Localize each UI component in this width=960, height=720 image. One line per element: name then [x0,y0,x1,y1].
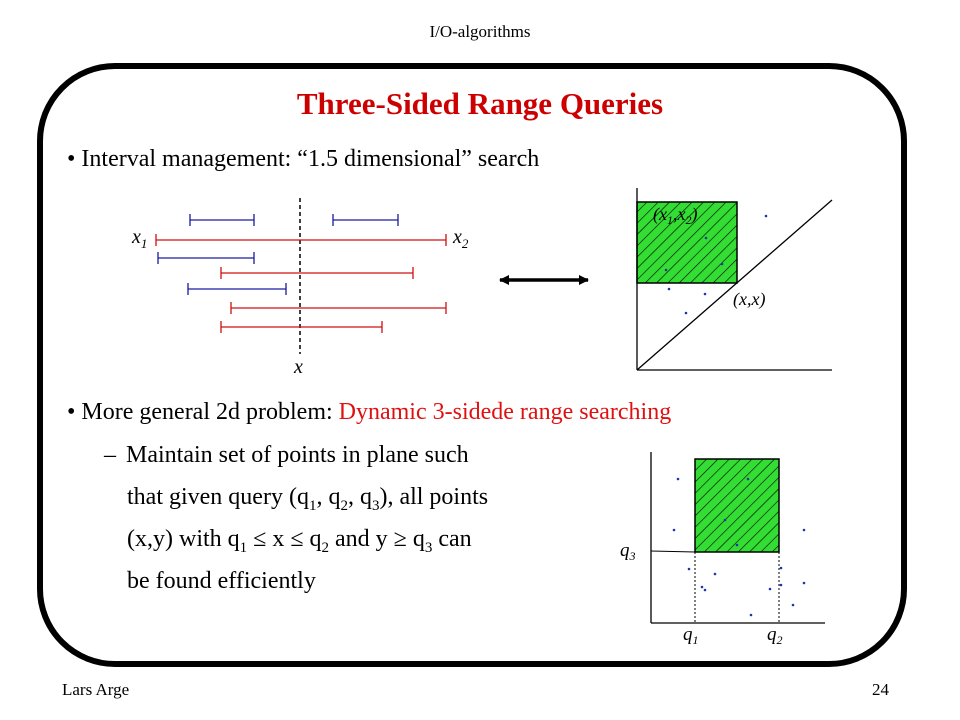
mapping-figure [637,188,832,370]
course-header: I/O-algorithms [429,22,531,41]
bullet-general-2d-prefix: • More general 2d problem: [67,399,339,425]
interval-red-2 [221,267,413,279]
interval-blue-3 [158,252,254,264]
sub-line-3-a: (x,y) with q [127,526,240,552]
blue-intervals [158,214,398,295]
footer-author: Lars Arge [62,680,130,699]
sub-line-3-sub1: 1 [239,539,248,556]
label-x1: $x_1$ [132,226,148,251]
sub-line-3-c: and y ≥ q [329,526,425,552]
q3-line [651,551,695,552]
label-x2: $x_2$ [453,226,469,251]
interval-blue-2 [333,214,398,226]
sub-line-2-c: , q [347,484,372,510]
label-x: x [294,356,303,378]
sub-line-1-text: Maintain set of points in plane such [126,442,469,468]
sub-line-2-d: ), all points [379,484,489,510]
bullet-interval-management: • Interval management: “1.5 dimensional” search [67,146,540,172]
page-number: 24 [872,680,889,699]
sub-line-2-a: that given query (q [127,484,309,510]
three-sided-region [695,459,779,552]
interval-blue-4 [188,283,286,295]
sub-line-2-sub3: 3 [371,497,380,514]
sub-line-3-sub3: 3 [424,539,433,556]
red-intervals [156,234,446,333]
label-q3: $q_3$ [620,540,636,563]
label-q2: $q_2$ [767,624,783,647]
interval-blue-1 [190,214,254,226]
sub-line-2-sub2: 2 [340,497,348,514]
label-diagonal: (x,x) [733,289,766,309]
sub-line-3-sub2: 2 [321,539,329,556]
interval-figure [131,198,469,378]
three-sided-figure [620,452,825,647]
label-q1: $q_1$ [683,624,699,647]
sub-line-3-d: can [432,526,472,552]
sub-line-2-b: , q [316,484,341,510]
interval-red-3 [231,302,446,314]
interval-red-4 [221,321,382,333]
sub-line-2-sub1: 1 [308,497,317,514]
bullet-general-2d-highlight: Dynamic 3-sidede range searching [338,399,672,425]
interval-red-1 [156,234,446,246]
sub-bullet-dash: – [104,442,116,468]
slide-title: Three-Sided Range Queries [296,86,664,121]
sub-bullet-line-4: be found efficiently [127,568,316,594]
label-corner: $(x_1,x_2)$ [653,204,698,227]
sub-line-3-b: ≤ x ≤ q [247,526,322,552]
